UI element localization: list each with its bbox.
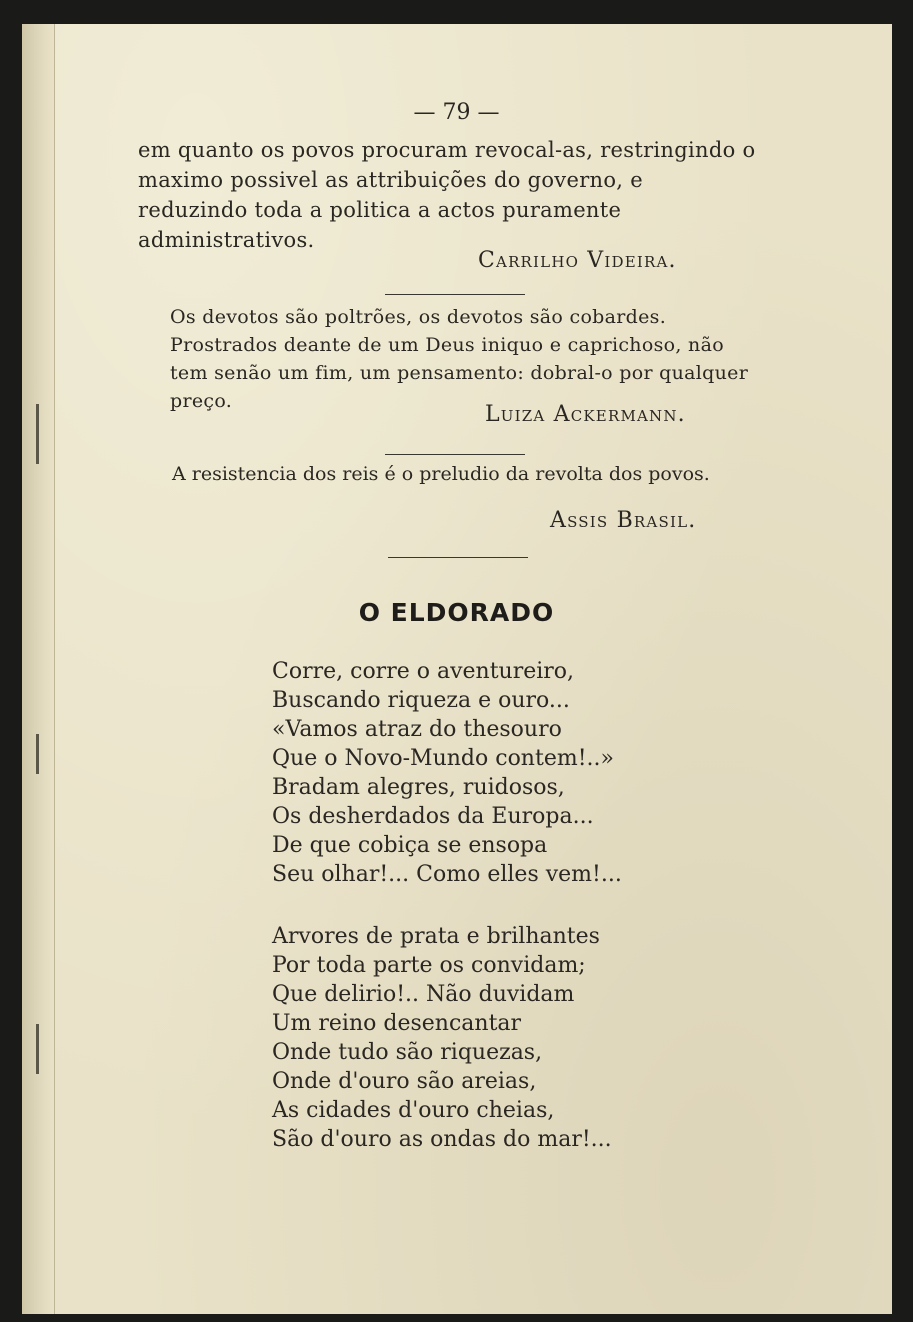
poem-line: Que delirio!.. Não duvidam xyxy=(272,982,575,1007)
quote-author: Assis Brasil. xyxy=(550,508,697,533)
page-number: — 79 — xyxy=(413,100,500,125)
poem-stanza xyxy=(272,657,722,889)
quote-text: em quanto os povos procuram revocal-as, restringindo o maximo possivel as attribuições do governo, e reduzindo toda a politica a actos puramente administrativos. xyxy=(138,138,756,252)
poem-line: De que cobiça se ensopa xyxy=(272,833,548,858)
poem-line: Que o Novo-Mundo contem!..» xyxy=(272,746,614,771)
poem-line: Bradam alegres, ruidosos, xyxy=(272,775,565,800)
poem-line: Os desherdados da Europa... xyxy=(272,804,594,829)
poem-line: Seu olhar!... Como elles vem!... xyxy=(272,862,622,887)
divider-rule xyxy=(385,294,525,295)
divider-rule xyxy=(385,454,525,455)
quote-text: A resistencia dos reis é o preludio da revolta dos povos. xyxy=(172,463,710,485)
poem-line: Buscando riqueza e ouro... xyxy=(272,688,570,713)
divider-rule xyxy=(388,557,528,558)
margin-mark xyxy=(36,734,39,774)
poem-line: Um reino desencantar xyxy=(272,1011,522,1036)
poem-line: Arvores de prata e brilhantes xyxy=(272,924,600,949)
poem-line: As cidades d'ouro cheias, xyxy=(272,1098,555,1123)
poem-line: Corre, corre o aventureiro, xyxy=(272,659,575,684)
quote-author: Luiza Ackermann. xyxy=(485,402,686,427)
page-spine xyxy=(22,24,55,1314)
quote-author: Carrilho Videira. xyxy=(478,248,677,273)
poem-line: Por toda parte os convidam; xyxy=(272,953,586,978)
poem-title: O ELDORADO xyxy=(358,598,555,627)
poem-stanza xyxy=(272,922,722,1154)
poem-line: «Vamos atraz do thesouro xyxy=(272,717,562,742)
quote-text: Os devotos são poltrões, os devotos são cobardes. Prostrados deante de um Deus iniquo e caprichoso, não tem senão um fim, um pensamento: dobral-o por qualquer preço. xyxy=(170,306,749,412)
margin-mark xyxy=(36,1024,39,1074)
poem-line: Onde d'ouro são areias, xyxy=(272,1069,537,1094)
margin-mark xyxy=(36,404,39,464)
poem-line: São d'ouro as ondas do mar!... xyxy=(272,1127,612,1152)
poem-line: Onde tudo são riquezas, xyxy=(272,1040,543,1065)
